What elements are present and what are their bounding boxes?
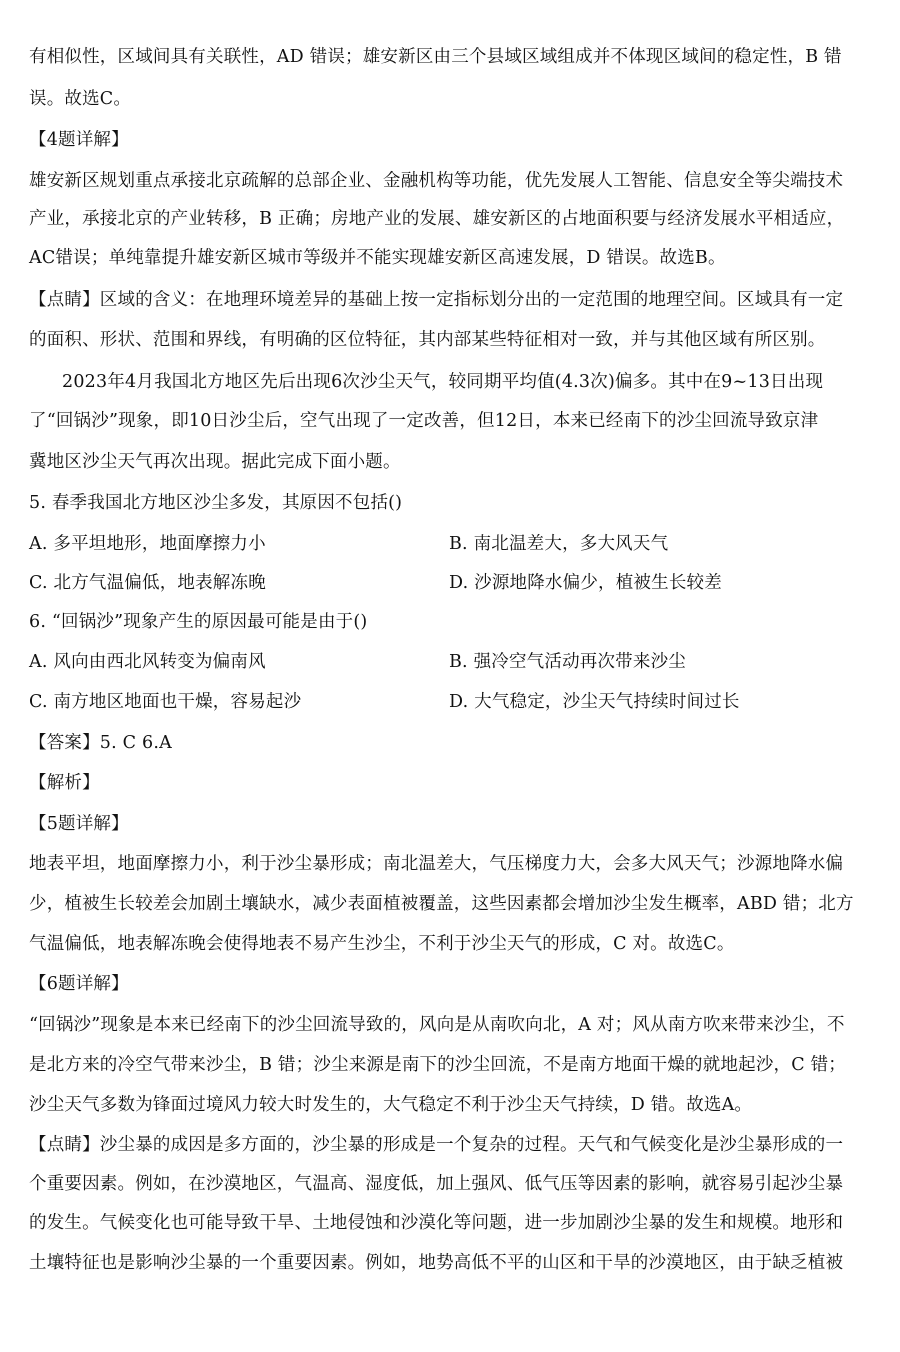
option-c: C. 北方气温偏低，地表解冻晚 (29, 573, 266, 593)
text-line: 有相似性，区域间具有关联性，AD 错误；雄安新区由三个县域区域组成并不体现区域间的稳定性，B 错 (29, 47, 842, 67)
passage-line: 冀地区沙尘天气再次出现。据此完成下面小题。 (29, 452, 401, 472)
text-line: 雄安新区规划重点承接北京疏解的总部企业、金融机构等功能，优先发展人工智能、信息安全等尖端技术 (29, 171, 844, 191)
text-line: 的面积、形状、范围和界线，有明确的区位特征，其内部某些特征相对一致，并与其他区域有所区别。 (29, 330, 826, 350)
section-heading: 【解析】 (29, 773, 100, 793)
section-heading: 【5题详解】 (29, 814, 129, 834)
text-line: 少，植被生长较差会加剧土壤缺水，减少表面植被覆盖，这些因素都会增加沙尘发生概率，ABD 错；北方 (29, 894, 854, 914)
text-line: 是北方来的冷空气带来沙尘，B 错；沙尘来源是南下的沙尘回流，不是南方地面干燥的就地起沙，C 错； (29, 1055, 846, 1075)
text-line: 土壤特征也是影响沙尘暴的一个重要因素。例如，地势高低不平的山区和干旱的沙漠地区，由于缺乏植被 (29, 1253, 844, 1273)
option-d: D. 大气稳定，沙尘天气持续时间过长 (449, 692, 740, 712)
option-b: B. 强冷空气活动再次带来沙尘 (449, 652, 686, 672)
text-line: AC错误；单纯靠提升雄安新区城市等级并不能实现雄安新区高速发展，D 错误。故选B。 (29, 248, 726, 268)
question-stem: 6. “回锅沙”现象产生的原因最可能是由于() (29, 612, 368, 632)
text-line: 沙尘天气多数为锋面过境风力较大时发生的，大气稳定不利于沙尘天气持续，D 错。故选A。 (29, 1095, 753, 1115)
text-line: 误。故选C。 (29, 89, 132, 109)
option-b: B. 南北温差大，多大风天气 (449, 534, 669, 554)
text-line: 【点睛】沙尘暴的成因是多方面的，沙尘暴的形成是一个复杂的过程。天气和气候变化是沙尘暴形成的一 (29, 1135, 844, 1155)
option-d: D. 沙源地降水偏少，植被生长较差 (449, 573, 722, 593)
answer-line: 【答案】5. C 6.A (29, 733, 172, 753)
section-heading: 【4题详解】 (29, 130, 129, 150)
text-line: 【点睛】区域的含义：在地理环境差异的基础上按一定指标划分出的一定范围的地理空间。区域具有一定 (29, 290, 844, 310)
text-line: 个重要因素。例如，在沙漠地区，气温高、湿度低，加上强风、低气压等因素的影响，就容易引起沙尘暴 (29, 1174, 844, 1194)
text-line: 产业，承接北京的产业转移，B 正确；房地产业的发展、雄安新区的占地面积要与经济发展水平相适应， (29, 209, 845, 229)
question-stem: 5. 春季我国北方地区沙尘多发，其原因不包括() (29, 493, 403, 513)
passage-line: 2023年4月我国北方地区先后出现6次沙尘天气，较同期平均值(4.3次)偏多。其中在9~13日出现 (62, 372, 824, 392)
option-a: A. 风向由西北风转变为偏南风 (29, 652, 266, 672)
text-line: 的发生。气候变化也可能导致干旱、土地侵蚀和沙漠化等问题，进一步加剧沙尘暴的发生和规模。地形和 (29, 1213, 844, 1233)
passage-line: 了“回锅沙”现象，即10日沙尘后，空气出现了一定改善，但12日，本来已经南下的沙尘回流导致京津 (29, 411, 819, 431)
option-c: C. 南方地区地面也干燥，容易起沙 (29, 692, 302, 712)
text-line: 地表平坦，地面摩擦力小，利于沙尘暴形成；南北温差大，气压梯度力大，会多大风天气；沙源地降水偏 (29, 854, 844, 874)
option-a: A. 多平坦地形，地面摩擦力小 (29, 534, 266, 554)
text-line: “回锅沙”现象是本来已经南下的沙尘回流导致的，风向是从南吹向北，A 对；风从南方吹来带来沙尘，不 (29, 1015, 845, 1035)
section-heading: 【6题详解】 (29, 974, 129, 994)
text-line: 气温偏低，地表解冻晚会使得地表不易产生沙尘，不利于沙尘天气的形成，C 对。故选C。 (29, 934, 735, 954)
